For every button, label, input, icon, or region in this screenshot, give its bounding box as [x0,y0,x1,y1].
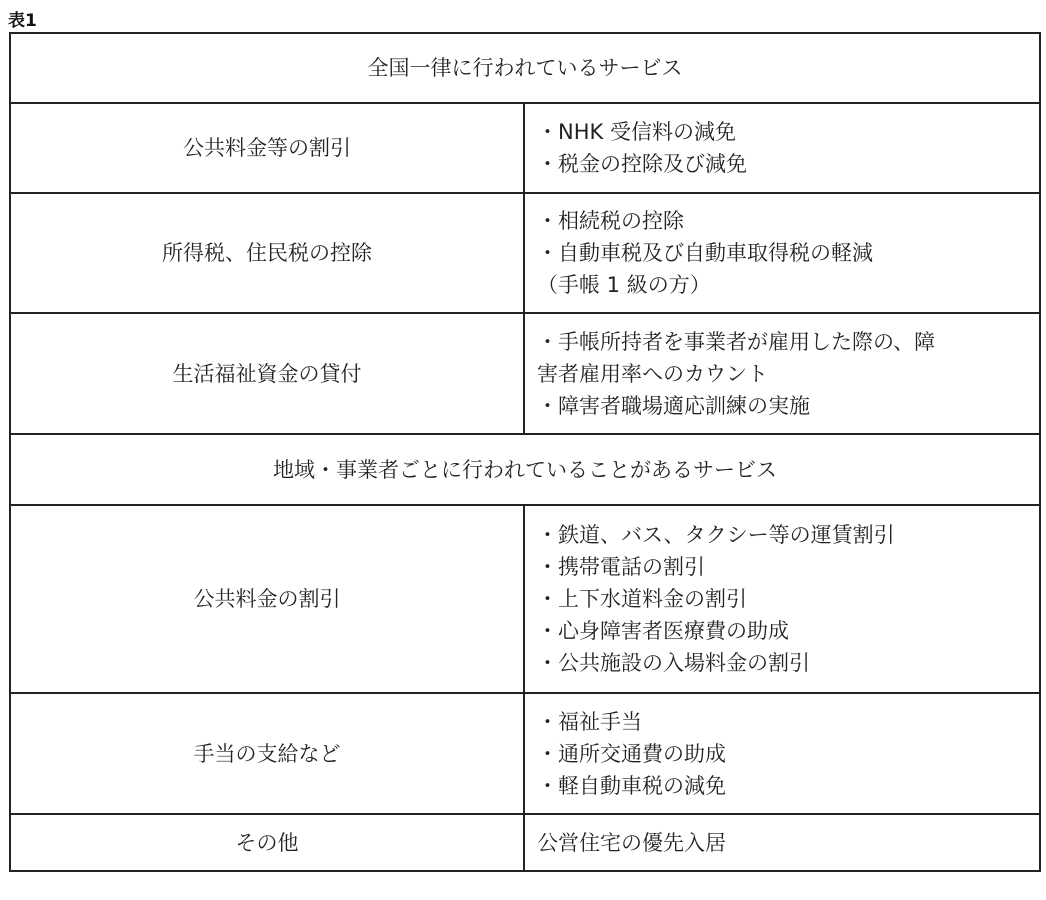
service-item: ・上下水道料金の割引 [537,587,747,611]
services-cell [524,313,1040,434]
category-cell: 生活福祉資金の貸付 [10,313,524,434]
service-item: ・軽自動車税の減免 [537,773,726,798]
services-cell [524,693,1040,814]
section-header-row [10,33,1040,103]
section-title-regional: 地域・事業者ごとに行われていることがあるサービス [10,434,1040,505]
table-row [10,313,1040,434]
services-cell [524,505,1040,693]
category-cell: その他 [10,814,524,871]
category-cell: 所得税、住民税の控除 [10,193,524,313]
services-cell [524,193,1040,313]
service-item: （手帳 1 級の方） [537,273,711,297]
service-item: ・手帳所持者を事業者が雇用した際の、障 [537,329,936,354]
services-table [9,32,1041,872]
service-item: 害者雇用率へのカウント [537,361,768,386]
service-item: ・税金の控除及び減免 [537,152,747,176]
category-cell: 手当の支給など [10,693,524,814]
service-item: ・通所交通費の助成 [537,741,726,766]
service-item: ・自動車税及び自動車取得税の軽減 [537,241,873,265]
table-row [10,693,1040,814]
service-item: ・福祉手当 [537,709,642,734]
service-item: ・相続税の控除 [537,209,684,233]
section-header-row [10,434,1040,505]
service-item: ・NHK 受信料の減免 [537,120,736,144]
table-row [10,505,1040,693]
services-cell [524,814,1040,871]
category-cell: 公共料金等の割引 [10,103,524,193]
section-title-nationwide: 全国一律に行われているサービス [10,33,1040,103]
service-item: ・公共施設の入場料金の割引 [537,651,810,675]
services-cell [524,103,1040,193]
service-item: ・携帯電話の割引 [537,555,705,579]
service-item: ・障害者職場適応訓練の実施 [537,393,810,418]
table-caption: 表1 [8,11,37,31]
service-item: ・鉄道、バス、タクシー等の運賃割引 [537,523,895,547]
table-row [10,103,1040,193]
table-row [10,814,1040,871]
table-row [10,193,1040,313]
category-cell: 公共料金の割引 [10,505,524,693]
service-item: ・心身障害者医療費の助成 [537,619,789,643]
service-item: 公営住宅の優先入居 [537,830,726,855]
